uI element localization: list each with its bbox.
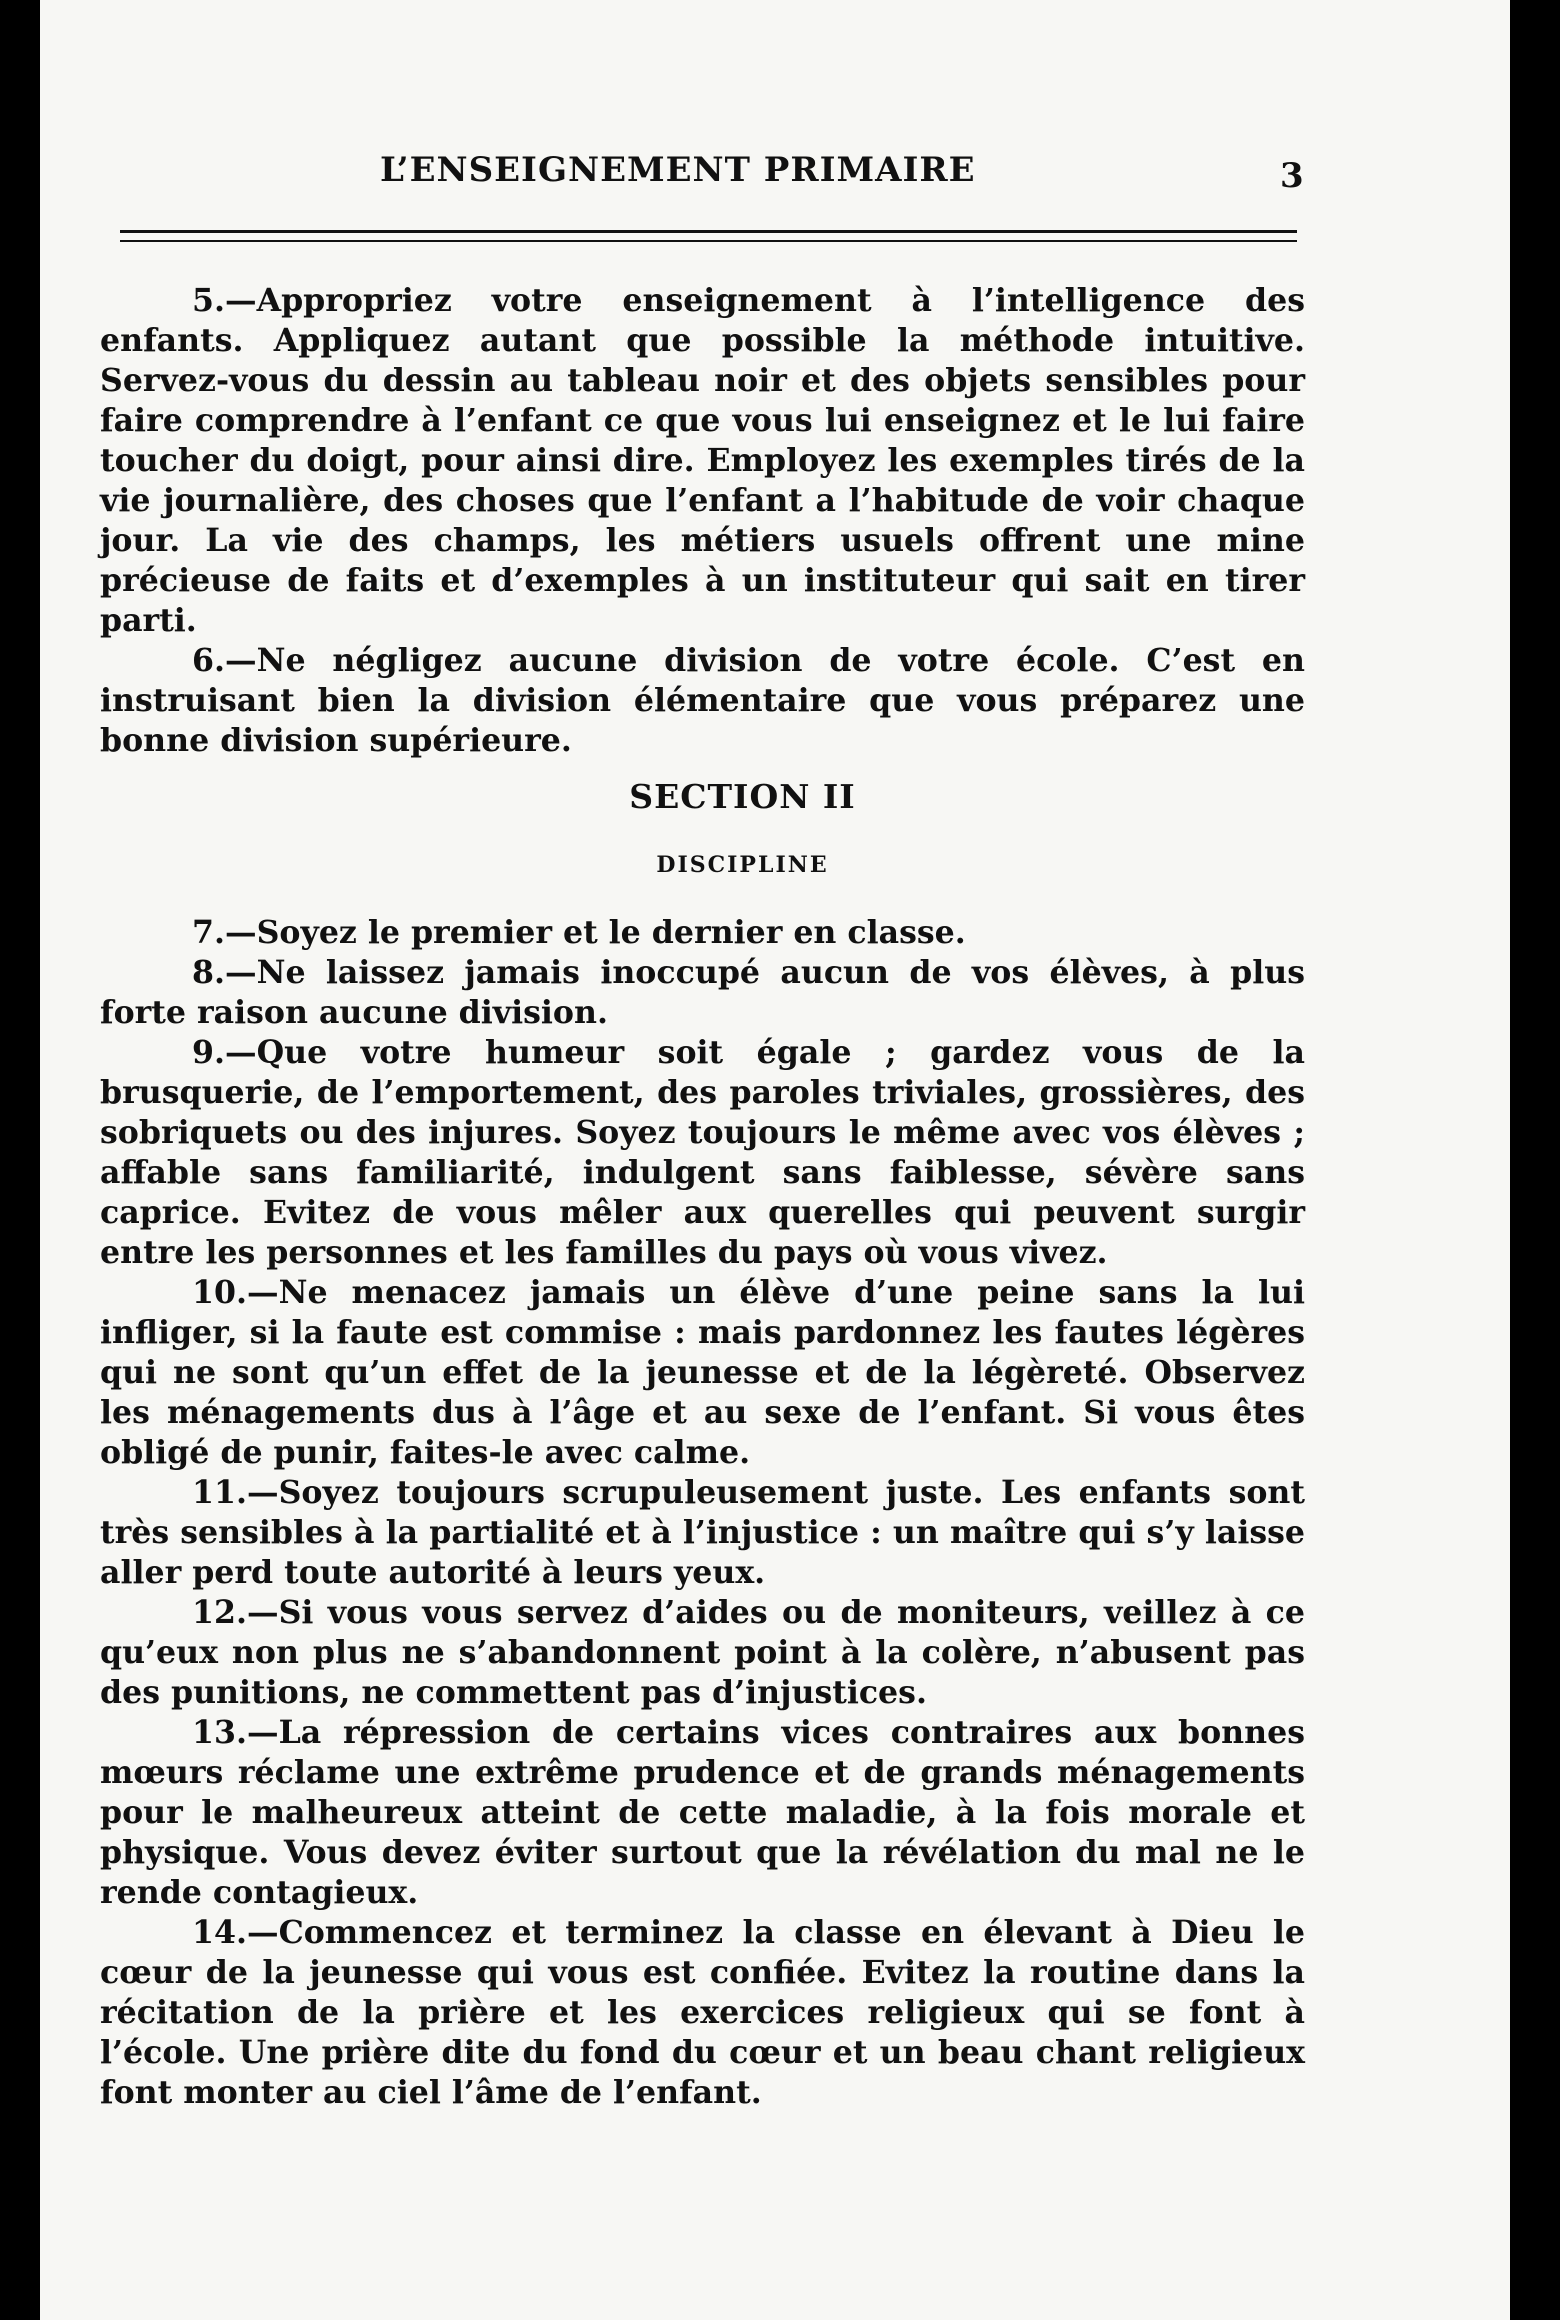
paragraph-number: 8. bbox=[192, 954, 225, 991]
paragraph-12 bbox=[100, 1593, 1305, 1713]
paragraph-number: 12. bbox=[192, 1594, 247, 1631]
paragraph-number: 11. bbox=[192, 1474, 247, 1511]
paragraph-number: 6. bbox=[192, 642, 225, 679]
section-subheading: DISCIPLINE bbox=[656, 852, 829, 878]
page-number: 3 bbox=[1280, 156, 1304, 196]
paragraph-number: 10. bbox=[192, 1274, 247, 1311]
paragraph-text: —Ne menacez jamais un élève d’une peine sans la lui infliger, si la faute est commise : mais pardonnez les fautes légères qui ne sont qu’un effet de la jeunesse et de la légèreté. Observez les ménagements dus à l’âge et au sexe de l’enfant. Si vous êtes obligé de punir, faites-le avec calme. bbox=[100, 1274, 1305, 1471]
running-title: L’ENSEIGNEMENT PRIMAIRE bbox=[380, 150, 976, 190]
section-title: SECTION II bbox=[629, 777, 856, 816]
paragraph-13 bbox=[100, 1713, 1305, 1913]
paragraph-text: —Soyez le premier et le dernier en classe. bbox=[224, 914, 966, 951]
paragraph-text: —Si vous vous servez d’aides ou de moniteurs, veillez à ce qu’eux non plus ne s’abandonnent point à la colère, n’abusent pas des punitions, ne commettent pas d’injustices. bbox=[100, 1594, 1305, 1711]
header-rule-top bbox=[120, 230, 1297, 233]
paragraph-14 bbox=[100, 1913, 1305, 2113]
paragraph-8 bbox=[100, 953, 1305, 1033]
paragraph-text: —Appropriez votre enseignement à l’intelligence des enfants. Appliquez autant que possible la méthode intuitive. Servez-vous du dessin au tableau noir et des objets sensibles pour faire comprendre à l’enfant ce que vous lui enseignez et le lui faire toucher du doigt, pour ainsi dire. Employez les exemples tirés de la vie journalière, des choses que l’enfant a l’habitude de voir chaque jour. La vie des champs, les métiers usuels offrent une mine précieuse de faits et d’exemples à un instituteur qui sait en tirer parti. bbox=[100, 282, 1305, 639]
paragraph-text: —Ne laissez jamais inoccupé aucun de vos élèves, à plus forte raison aucune division. bbox=[100, 954, 1305, 1031]
header-rule-bottom bbox=[120, 240, 1297, 242]
paragraph-text: —Que votre humeur soit égale ; gardez vous de la brusquerie, de l’emportement, des paroles triviales, grossières, des sobriquets ou des injures. Soyez toujours le même avec vos élèves ; affable sans familiarité, indulgent sans faiblesse, sévère sans caprice. Evitez de vous mêler aux querelles qui peuvent surgir entre les personnes et les familles du pays où vous vivez. bbox=[100, 1034, 1305, 1271]
page-header bbox=[40, 150, 1510, 200]
paragraph-text: —Soyez toujours scrupuleusement juste. Les enfants sont très sensibles à la partialité et à l’injustice : un maître qui s’y laisse aller perd toute autorité à leurs yeux. bbox=[100, 1474, 1305, 1591]
paragraph-7 bbox=[100, 913, 1305, 953]
paragraph-text: —La répression de certains vices contraires aux bonnes mœurs réclame une extrême prudence et de grands ménagements pour le malheureux atteint de cette maladie, à la fois morale et physique. Vous devez éviter surtout que la révélation du mal ne le rende contagieux. bbox=[100, 1714, 1305, 1911]
paragraph-10 bbox=[100, 1273, 1305, 1473]
paragraph-number: 13. bbox=[192, 1714, 247, 1751]
paragraph-5 bbox=[100, 281, 1305, 641]
paragraph-9 bbox=[100, 1033, 1305, 1273]
paragraph-6 bbox=[100, 641, 1305, 761]
paragraph-number: 14. bbox=[192, 1914, 247, 1951]
book-page bbox=[40, 0, 1510, 2320]
paragraph-number: 5. bbox=[192, 282, 225, 319]
page-body bbox=[100, 281, 1305, 2113]
paragraph-text: —Commencez et terminez la classe en élevant à Dieu le cœur de la jeunesse qui vous est confiée. Evitez la routine dans la récitation de la prière et les exercices religieux qui se font à l’école. Une prière dite du fond du cœur et un beau chant religieux font monter au ciel l’âme de l’enfant. bbox=[100, 1914, 1305, 2111]
paragraph-number: 7. bbox=[192, 914, 225, 951]
paragraph-11 bbox=[100, 1473, 1305, 1593]
paragraph-number: 9. bbox=[192, 1034, 225, 1071]
paragraph-text: —Ne négligez aucune division de votre école. C’est en instruisant bien la division élémentaire que vous préparez une bonne division supérieure. bbox=[100, 642, 1305, 759]
